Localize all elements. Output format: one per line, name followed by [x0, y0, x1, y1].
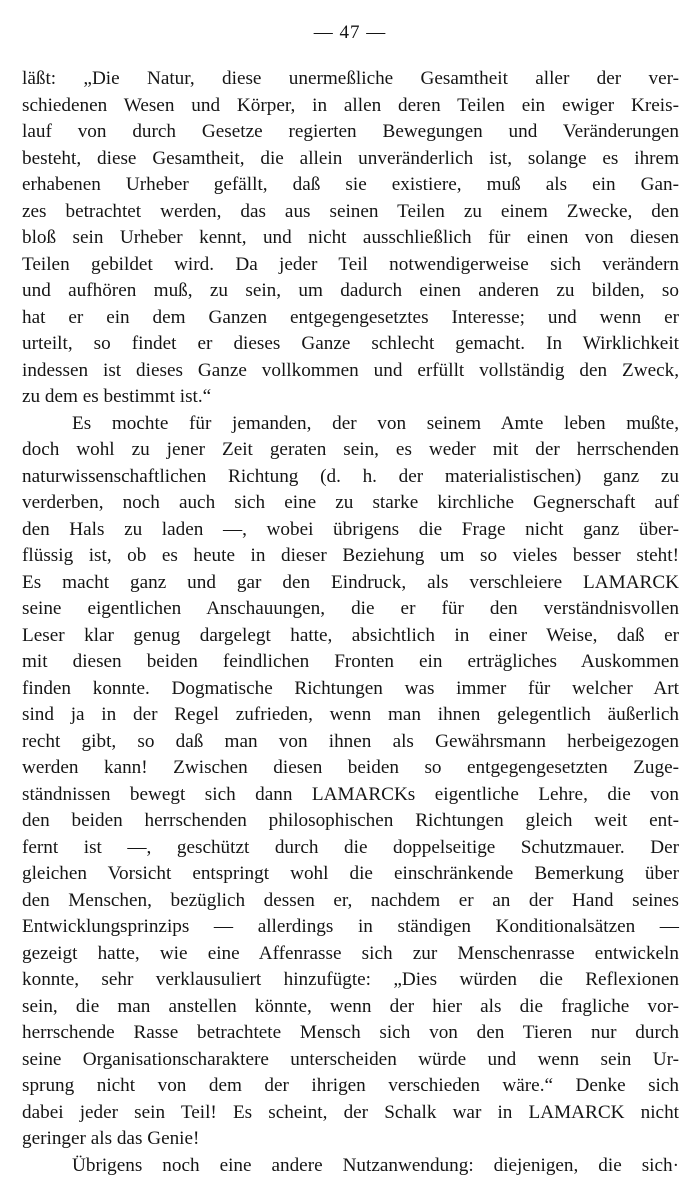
text-line: sind ja in der Regel zufrieden, wenn man ihnen gelegentlich äußerlich	[22, 704, 679, 725]
text-line: seine eigentlichen Anschauungen, die er für den verständnisvollen	[22, 598, 679, 619]
body-text	[22, 66, 679, 1179]
text-line: schiedenen Wesen und Körper, in allen deren Teilen ein ewiger Kreis-	[22, 94, 679, 116]
text-line: den Hals zu laden —, wobei übrigens die Frage nicht ganz über-	[22, 518, 679, 540]
text-line: recht gibt, so daß man von ihnen als Gewährsmann herbeigezogen	[22, 730, 679, 752]
text-line: zes betrachtet werden, das aus seinen Teilen zu einem Zwecke, den	[22, 200, 679, 222]
text-line: verderben, noch auch sich eine zu starke kirchliche Gegnerschaft auf	[22, 492, 679, 513]
text-line: finden konnte. Dogmatische Richtungen was immer für welcher Art	[22, 677, 679, 699]
text-line: herrschende Rasse betrachtete Mensch sich von den Tieren nur durch	[22, 1022, 679, 1043]
text-line: den beiden herrschenden philosophischen Richtungen gleich weit ent-	[22, 810, 679, 831]
text-line: dabei jeder sein Teil! Es scheint, der Schalk war in LAMARCK nicht	[22, 1101, 679, 1123]
text-line: Teilen gebildet wird. Da jeder Teil notwendigerweise sich verändern	[22, 253, 679, 275]
text-line: naturwissenschaftlichen Richtung (d. h. der materialistischen) ganz zu	[22, 465, 679, 487]
text-line: zu dem es bestimmt ist.“	[22, 386, 212, 407]
text-line: indessen ist dieses Ganze vollkommen und erfüllt vollständig den Zweck,	[22, 359, 679, 381]
text-line: gleichen Vorsicht entspringt wohl die einschränkende Bemerkung über	[22, 863, 679, 884]
text-line: Entwicklungsprinzips — allerdings in ständigen Konditionalsätzen —	[22, 916, 679, 937]
text-line: urteilt, so findet er dieses Ganze schlecht gemacht. In Wirklichkeit	[22, 333, 679, 354]
paragraph-first-line: Es mochte für jemanden, der von seinem Amte leben mußte,	[72, 412, 679, 434]
text-line: lauf von durch Gesetze regierten Bewegungen und Veränderungen	[22, 121, 679, 142]
page-number: — 47 —	[313, 22, 387, 43]
text-line: Es macht ganz und gar den Eindruck, als verschleiere LAMARCK	[22, 571, 679, 593]
text-line: flüssig ist, ob es heute in dieser Beziehung um so vieles besser steht!	[22, 545, 679, 566]
text-line: bloß sein Urheber kennt, und nicht ausschließlich für einen von diesen	[22, 227, 679, 248]
text-line: sein, die man anstellen könnte, wenn der hier als die fragliche vor-	[22, 995, 679, 1017]
text-line: besteht, diese Gesamtheit, die allein unveränderlich ist, solange es ihrem	[22, 147, 679, 169]
text-line: geringer als das Genie!	[22, 1128, 200, 1149]
text-line: doch wohl zu jener Zeit geraten sein, es weder mit der herrschenden	[22, 439, 679, 460]
text-line: ständnissen bewegt sich dann LAMARCKs eigentliche Lehre, die von	[22, 783, 679, 805]
text-line: Leser klar genug dargelegt hatte, absichtlich in einer Weise, daß er	[22, 624, 679, 646]
text-line: erhabenen Urheber gefällt, daß sie existiere, muß als ein Gan-	[22, 174, 679, 195]
text-line: gezeigt hatte, wie eine Affenrasse sich zur Menschenrasse entwickeln	[22, 942, 679, 964]
text-line: konnte, sehr verklausuliert hinzufügte: „Dies würden die Reflexionen	[22, 969, 679, 990]
text-line: seine Organisationscharaktere unterscheiden würde und wenn sein Ur-	[22, 1048, 679, 1070]
text-line: sprung nicht von dem der ihrigen verschieden wäre.“ Denke sich	[22, 1075, 679, 1096]
text-line: hat er ein dem Ganzen entgegengesetztes Interesse; und wenn er	[22, 306, 679, 328]
paragraph-first-line: Übrigens noch eine andere Nutzanwendung: diejenigen, die sich·	[72, 1154, 679, 1176]
text-line: den Menschen, bezüglich dessen er, nachdem er an der Hand seines	[22, 889, 679, 911]
text-line: werden kann! Zwischen diesen beiden so entgegengesetzten Zuge-	[22, 757, 679, 778]
text-line: und aufhören muß, zu sein, um dadurch einen anderen zu bilden, so	[22, 280, 679, 301]
text-line: läßt: „Die Natur, diese unermeßliche Gesamtheit aller der ver-	[22, 68, 679, 89]
text-line: fernt ist —, geschützt durch die doppelseitige Schutzmauer. Der	[22, 836, 679, 858]
text-line: mit diesen beiden feindlichen Fronten ein erträgliches Auskommen	[22, 651, 679, 672]
